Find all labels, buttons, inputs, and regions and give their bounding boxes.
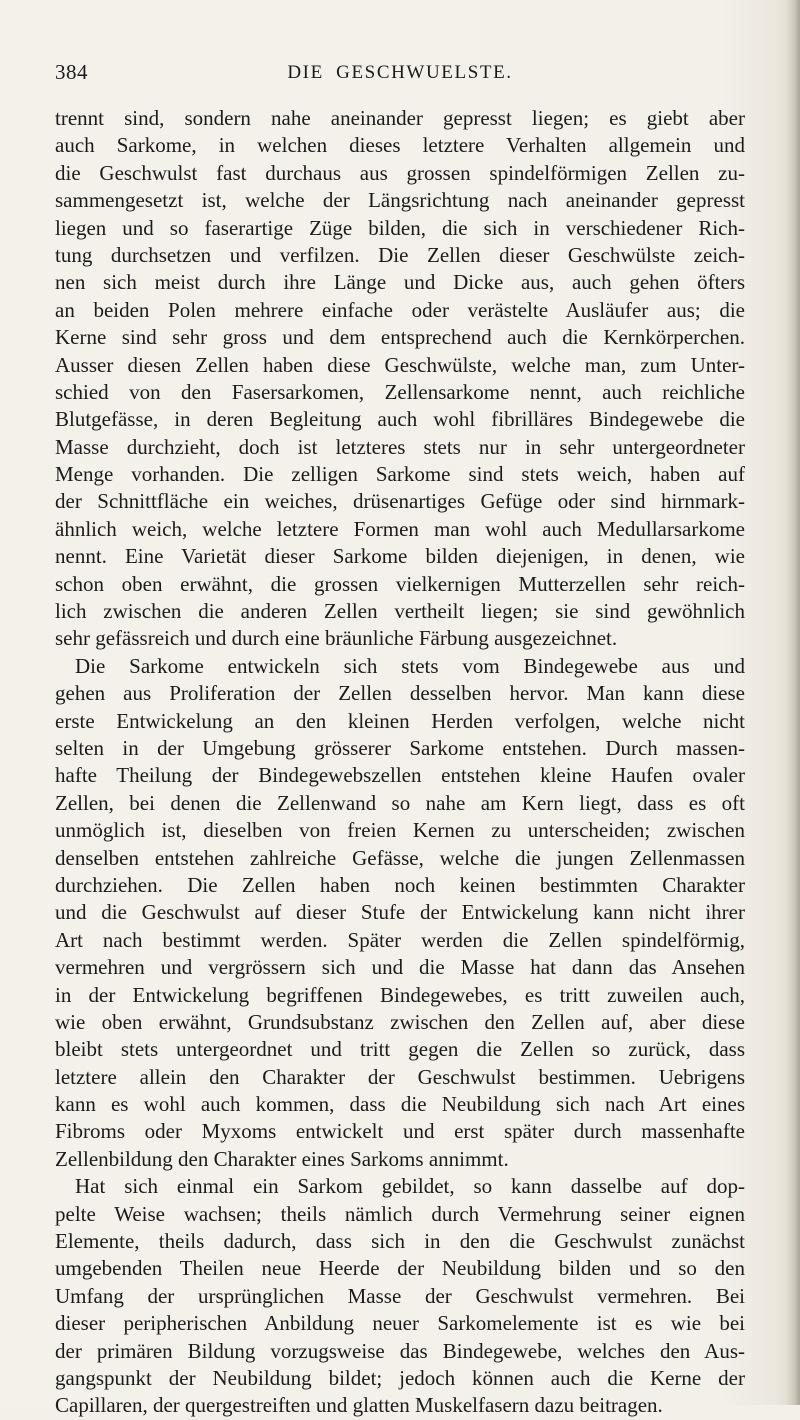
text-line: Menge vorhanden. Die zelligen Sarkome sind stets weich, haben auf [55,462,745,487]
text-line: ähnlich weich, welche letztere Formen man wohl auch Medullarsarkome [55,516,745,541]
text-line: sammengesetzt ist, welche der Längsrichtung nach aneinander gepresst [55,188,745,213]
text-line: Blutgefässe, in deren Begleitung auch wohl fibrilläres Bindegewebe die [55,407,745,432]
text-line: erste Entwickelung an den kleinen Herden verfolgen, welche nicht [55,708,745,733]
page-header [55,60,745,90]
body-text [55,105,745,1420]
text-line: letztere allein den Charakter der Geschwulst bestimmen. Uebrigens [55,1064,745,1089]
text-line: dieser peripherischen Anbildung neuer Sarkomelemente ist es wie bei [55,1311,745,1336]
text-line: Die Sarkome entwickeln sich stets vom Bindegewebe aus und [75,653,745,678]
page-number: 384 [55,60,88,84]
text-line: lich zwischen die anderen Zellen vertheilt liegen; sie sind gewöhnlich [55,599,745,624]
text-line: der Schnittfläche ein weiches, drüsenartiges Gefüge oder sind hirnmark- [55,489,745,514]
text-line: Kerne sind sehr gross und dem entsprechend auch die Kernkörperchen. [55,325,745,350]
text-line: unmöglich ist, dieselben von freien Kernen zu unterscheiden; zwischen [55,818,745,843]
text-line: nen sich meist durch ihre Länge und Dicke aus, auch gehen öfters [55,270,745,295]
page-edge-shadow [786,0,800,1405]
text-line: der primären Bildung vorzugsweise das Bindegewebe, welches den Aus- [55,1338,745,1363]
text-line: Hat sich einmal ein Sarkom gebildet, so kann dasselbe auf dop- [75,1174,745,1199]
text-line: Umfang der ursprünglichen Masse der Geschwulst vermehren. Bei [55,1283,745,1308]
text-line: pelte Weise wachsen; theils nämlich durch Vermehrung seiner eignen [55,1201,745,1226]
text-line: Zellen, bei denen die Zellenwand so nahe am Kern liegt, dass es oft [55,790,745,815]
text-line: schied von den Fasersarkomen, Zellensarkome nennt, auch reichliche [55,379,745,404]
text-line: sehr gefässreich und durch eine bräunliche Färbung ausgezeichnet. [55,626,618,651]
text-line: vermehren und vergrössern sich und die Masse hat dann das Ansehen [55,955,745,980]
text-line: Art nach bestimmt werden. Später werden die Zellen spindelförmig, [55,927,745,952]
text-line: gehen aus Proliferation der Zellen desselben hervor. Man kann diese [55,681,745,706]
text-line: in der Entwickelung begriffenen Bindegewebes, es tritt zuweilen auch, [55,982,745,1007]
text-line: hafte Theilung der Bindegewebszellen entstehen kleine Haufen ovaler [55,763,745,788]
text-line: die Geschwulst fast durchaus aus grossen spindelförmigen Zellen zu- [55,160,745,185]
text-line: schon oben erwähnt, die grossen vielkernigen Mutterzellen sehr reich- [55,571,745,596]
text-line: Ausser diesen Zellen haben diese Geschwülste, welche man, zum Unter- [55,352,745,377]
text-line: wie oben erwähnt, Grundsubstanz zwischen den Zellen auf, aber diese [55,1009,745,1034]
text-line: liegen und so faserartige Züge bilden, die sich in verschiedener Rich- [55,215,745,240]
text-line: Fibroms oder Myxoms entwickelt und erst später durch massenhafte [55,1119,745,1144]
text-line: an beiden Polen mehrere einfache oder verästelte Ausläufer aus; die [55,297,745,322]
text-line: tung durchsetzen und verfilzen. Die Zellen dieser Geschwülste zeich- [55,242,745,267]
text-line: Zellenbildung den Charakter eines Sarkoms annimmt. [55,1146,509,1171]
text-line: bleibt stets untergeordnet und tritt gegen die Zellen so zurück, dass [55,1037,745,1062]
text-line: selten in der Umgebung grösserer Sarkome entstehen. Durch massen- [55,735,745,760]
text-line: Elemente, theils dadurch, dass sich in den die Geschwulst zunächst [55,1229,745,1254]
text-line: und die Geschwulst auf dieser Stufe der Entwickelung kann nicht ihrer [55,900,745,925]
text-line: durchziehen. Die Zellen haben noch keinen bestimmten Charakter [55,872,745,897]
text-line: gangspunkt der Neubildung bildet; jedoch können auch die Kerne der [55,1365,745,1390]
text-line: auch Sarkome, in welchen dieses letztere Verhalten allgemein und [55,133,745,158]
running-title: DIE GESCHWUELSTE. [287,62,513,83]
text-line: Masse durchzieht, doch ist letzteres stets nur in sehr untergeordneter [55,434,745,459]
text-line: denselben entstehen zahlreiche Gefässe, welche die jungen Zellenmassen [55,845,745,870]
text-line: nennt. Eine Varietät dieser Sarkome bilden diejenigen, in denen, wie [55,544,745,569]
text-line: trennt sind, sondern nahe aneinander gepresst liegen; es giebt aber [55,106,745,130]
text-line: Capillaren, der quergestreiften und glatten Muskelfasern dazu beitragen. [55,1393,663,1418]
text-line: umgebenden Theilen neue Heerde der Neubildung bilden und so den [55,1256,745,1281]
text-line: kann es wohl auch kommen, dass die Neubildung sich nach Art eines [55,1092,745,1117]
